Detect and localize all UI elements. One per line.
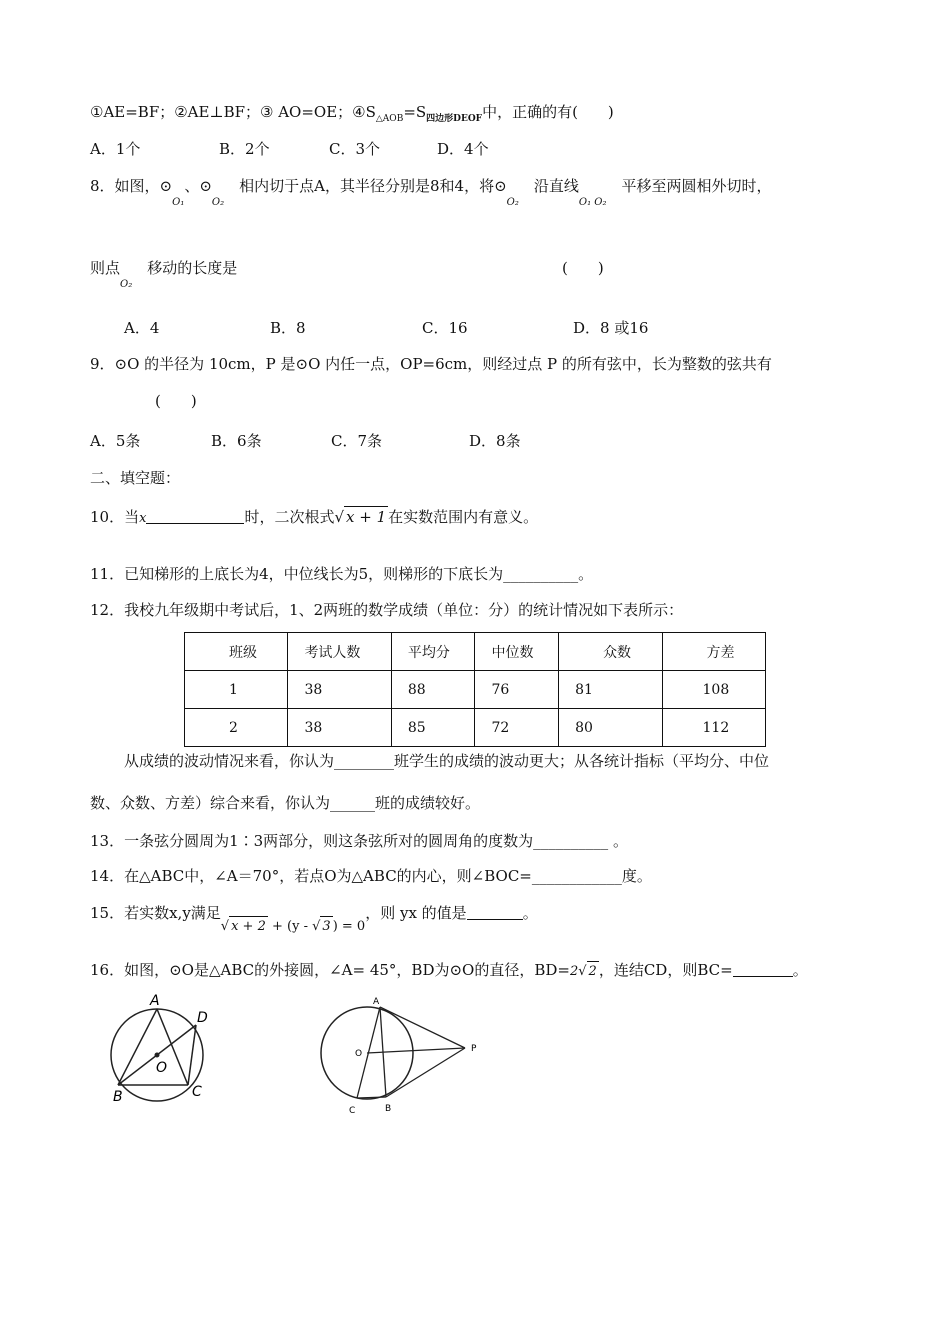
section-heading: 二、填空题： <box>90 469 181 487</box>
q8-line1: 8．如图，$⊙_{O_1}$、$⊙_{O_2}$ 相内切于点A，其半径分别是8和4，将$⊙_{O_2}$ 沿直线$_{O_1 O_2}$ 平移至两圆相外切时， <box>90 177 772 208</box>
q8-option-c: C．16 <box>422 319 468 337</box>
label-b: B <box>113 1089 123 1105</box>
label-a: A <box>150 993 160 1009</box>
table-header-cell: 平均分 <box>391 633 475 671</box>
segment-op <box>367 1048 465 1053</box>
table-cell: 38 <box>288 709 391 747</box>
label-o: O <box>355 1049 363 1059</box>
sqrt-sign: √ <box>334 508 345 526</box>
table-row <box>185 671 766 709</box>
tangent-pb <box>386 1048 465 1097</box>
label-o: O <box>156 1060 168 1076</box>
q7-option-d: D．4个 <box>437 140 489 158</box>
table-cell: 108 <box>662 671 766 709</box>
label-p: P <box>471 1044 477 1054</box>
table-row <box>185 709 766 747</box>
table-header-cell: 众数 <box>559 633 662 671</box>
q12-after1: 从成绩的波动情况来看，你认为________班学生的成绩的波动更大；从各统计指标（平均分、中位 <box>124 752 770 770</box>
table-header-row <box>185 633 766 671</box>
tangent-figure <box>315 995 485 1120</box>
answer-blank[interactable] <box>733 962 793 977</box>
q11: 11．已知梯形的上底长为4，中位线长为5，则梯形的下底长为__________。 <box>90 565 594 583</box>
q9-answer-paren: ( ) <box>155 392 197 410</box>
table-cell: 80 <box>559 709 662 747</box>
q7-option-c: C．3个 <box>329 140 381 158</box>
q10: 10．当x 时，二次根式√ x + 1 在实数范围内有意义。 <box>90 508 539 526</box>
area-subscript: △AOB <box>375 114 404 124</box>
q7-option-b: B．2个 <box>219 140 270 158</box>
segment-cb <box>357 1097 386 1098</box>
q7-statement: ①AE=BF；②AE⊥BF；③ AO=OE；$④S_{\triangle AOB}=S_{四边形DEOF}$中，正确的有( ) <box>90 103 614 124</box>
q8-option-d: D．8 或16 <box>573 319 649 337</box>
stats-table <box>184 632 766 747</box>
q9-option-a: A．5条 <box>90 432 141 450</box>
label-b: B <box>385 1104 392 1114</box>
q12-after2: 数、众数、方差）综合来看，你认为______班的成绩较好。 <box>90 794 481 812</box>
table-header-cell: 考试人数 <box>288 633 391 671</box>
table-cell: 38 <box>288 671 391 709</box>
q8-option-a: A．4 <box>124 319 160 337</box>
q15: 15．若实数x,y满足√ x + 2 + (y - √ 3 ) = 0，则 yx 的值是 。 <box>90 903 538 937</box>
q9-line1: 9．⊙O 的半径为 10cm，P 是⊙O 内任一点，OP=6cm，则经过点 P 的所有弦中，长为整数的弦共有 <box>90 355 772 373</box>
circumcircle-figure <box>100 990 220 1110</box>
table-cell: 76 <box>475 671 559 709</box>
label-d: D <box>197 1010 208 1026</box>
tangent-pa <box>380 1007 465 1048</box>
table-cell: 81 <box>559 671 662 709</box>
table-cell: 2 <box>185 709 288 747</box>
table-cell: 88 <box>391 671 475 709</box>
q9-option-d: D．8条 <box>469 432 521 450</box>
q7-option-a: A．1个 <box>90 140 141 158</box>
q9-option-b: B．6条 <box>211 432 262 450</box>
q8-line2: 则点$_{O_2}$ 移动的长度是 <box>90 259 238 290</box>
segment-cd <box>188 1025 196 1085</box>
label-c: C <box>192 1084 202 1100</box>
radicand: x + 1 <box>346 508 387 526</box>
label-a: A <box>373 997 380 1007</box>
table-cell: 112 <box>662 709 766 747</box>
q13: 13．一条弦分圆周为1∶3两部分，则这条弦所对的圆周角的度数为__________ 。 <box>90 832 628 850</box>
q14: 14．在△ABC中，∠A＝70°，若点O为△ABC的内心，则∠BOC=____________度。 <box>90 867 652 885</box>
table-header-cell: 班级 <box>185 633 288 671</box>
center-point <box>155 1053 160 1058</box>
q16: 16．如图，⊙O是△ABC的外接圆，∠A= 45°，BD为⊙O的直径，BD=2√ 2 ，连结CD，则BC= 。 <box>90 960 808 982</box>
table-header-cell: 中位数 <box>475 633 559 671</box>
answer-blank[interactable] <box>146 509 244 524</box>
q8-answer-paren: ( ) <box>562 259 604 277</box>
q12-intro: 12．我校九年级期中考试后，1、2两班的数学成绩（单位：分）的统计情况如下表所示： <box>90 601 684 619</box>
table-header-cell: 方差 <box>662 633 766 671</box>
answer-blank[interactable] <box>467 905 523 920</box>
label-c: C <box>349 1106 356 1116</box>
table-cell: 72 <box>475 709 559 747</box>
segment-ab <box>118 1009 157 1085</box>
q9-option-c: C．7条 <box>331 432 383 450</box>
q15-formula: √ x + 2 + (y - √ 3 ) = 0 <box>221 916 365 937</box>
q8-option-b: B．8 <box>270 319 306 337</box>
table-cell: 85 <box>391 709 475 747</box>
area-subscript: 四边形DEOF <box>426 114 483 124</box>
table-cell: 1 <box>185 671 288 709</box>
